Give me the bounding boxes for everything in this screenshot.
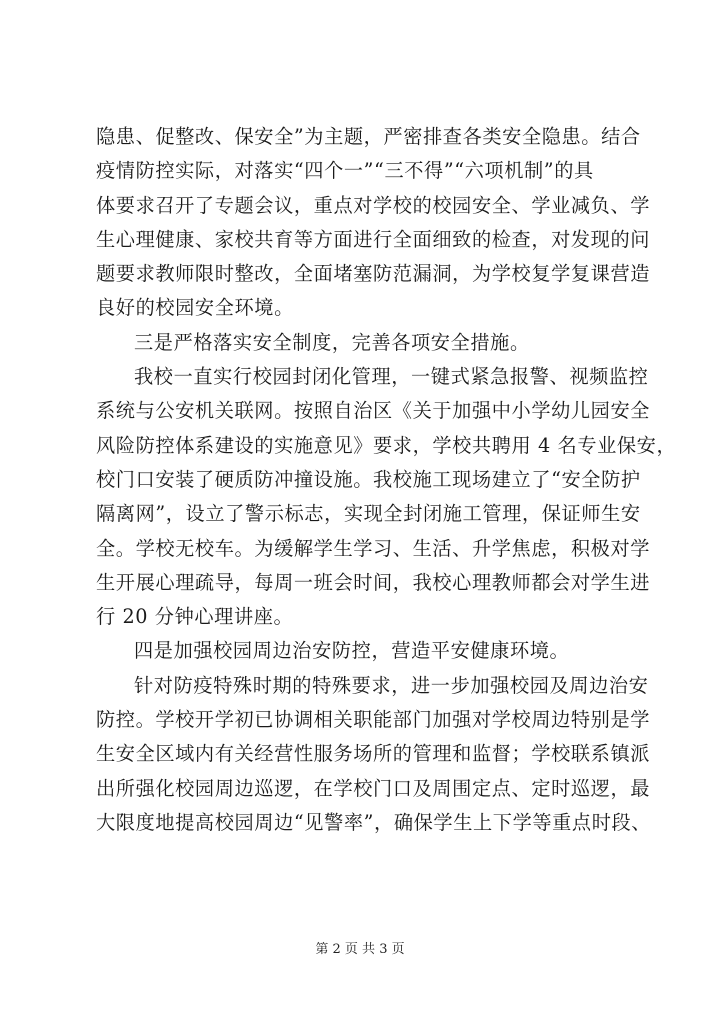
text-line: 防控。学校开学初已协调相关职能部门加强对学校周边特别是学	[96, 708, 651, 732]
text-line: 行 20 分钟心理讲座。	[96, 605, 294, 629]
text-line: 系统与公安机关联网。按照自治区《关于加强中小学幼儿园安全	[96, 399, 651, 423]
text-line: 生安全区域内有关经营性服务场所的管理和监督；学校联系镇派	[96, 742, 651, 766]
section-heading-3: 三是严格落实安全制度，完善各项安全措施。	[134, 330, 530, 354]
text-line: 校门口安装了硬质防冲撞设施。我校施工现场建立了“安全防护	[96, 467, 641, 491]
text-line: 我校一直实行校园封闭化管理，一键式紧急报警、视频监控	[134, 365, 649, 389]
page-number-footer: 第 2 页 共 3 页	[315, 942, 405, 957]
text-line: 大限度地提高校园周边“见警率”，确保学生上下学等重点时段、	[96, 810, 652, 834]
text-line: 全。学校无校车。为缓解学生学习、生活、升学焦虑，积极对学	[96, 536, 651, 560]
text-line: 针对防疫特殊时期的特殊要求，进一步加强校园及周边治安	[134, 673, 649, 697]
text-line: 疫情防控实际，对落实“四个一”“三不得”“六项机制”的具	[96, 159, 594, 183]
text-line: 体要求召开了专题会议，重点对学校的校园安全、学业减负、学	[96, 193, 651, 217]
text-line: 题要求教师限时整改，全面堵塞防范漏洞，为学校复学复课营造	[96, 262, 651, 286]
text-line: 风险防控体系建设的实施意见》要求，学校共聘用 4 名专业保安，	[96, 433, 677, 457]
text-line: 良好的校园安全环境。	[96, 296, 294, 320]
text-line: 隐患、促整改、保安全”为主题，严密排查各类安全隐患。结合	[96, 125, 641, 148]
section-heading-4: 四是加强校园周边治安防控，营造平安健康环境。	[134, 639, 570, 663]
text-line: 生开展心理疏导，每周一班会时间，我校心理教师都会对学生进	[96, 570, 651, 594]
text-line: 出所强化校园周边巡逻，在学校门口及周围定点、定时巡逻，最	[96, 776, 651, 800]
text-line: 隔离网”，设立了警示标志，实现全封闭施工管理，保证师生安	[96, 502, 641, 526]
text-line: 生心理健康、家校共育等方面进行全面细致的检查，对发现的问	[96, 227, 651, 251]
body-text	[96, 120, 677, 840]
